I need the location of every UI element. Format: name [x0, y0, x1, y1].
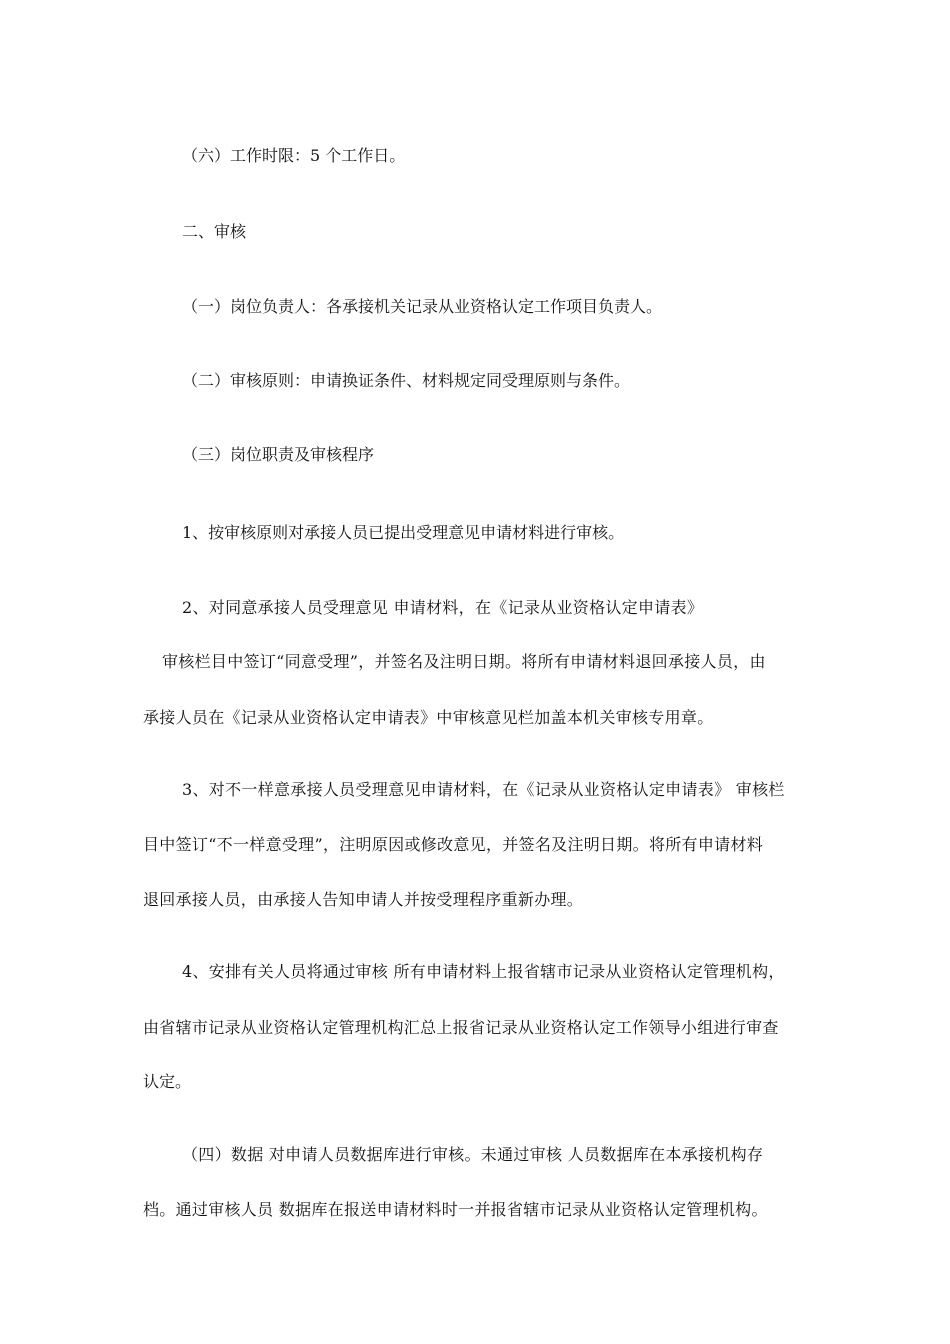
duties-procedure-heading: （三）岗位职责及审核程序 [182, 445, 375, 464]
item-3-line-2: 目中签订“不一样意受理”，注明原因或修改意见，并签名及注明日期。将所有申请材料 [143, 835, 764, 854]
item-3-line-3: 退回承接人员，由承接人告知申请人并按受理程序重新办理。 [143, 890, 584, 909]
section-data-line-1: （四）数据 对申请人员数据库进行审核。未通过审核 人员数据库在本承接机构存 [182, 1145, 764, 1164]
work-time-limit-line: （六）工作时限：5 个工作日。 [182, 146, 406, 165]
item-1-line: 1、按审核原则对承接人员已提出受理意见申请材料进行审核。 [182, 523, 625, 542]
item-2-line-3: 承接人员在《记录从业资格认定申请表》中审核意见栏加盖本机关审核专用章。 [143, 708, 714, 727]
item-2-line-1: 2、对同意承接人员受理意见 申请材料，在《记录从业资格认定申请表》 [182, 598, 704, 617]
item-4-line-1: 4、安排有关人员将通过审核 所有申请材料上报省辖市记录从业资格认定管理机构， [182, 962, 785, 981]
item-3-line-1: 3、对不一样意承接人员受理意见申请材料，在《记录从业资格认定申请表》 审核栏 [182, 780, 785, 799]
section-review-heading: 二、审核 [182, 222, 247, 241]
item-4-line-2: 由省辖市记录从业资格认定管理机构汇总上报省记录从业资格认定工作领导小组进行审查 [143, 1018, 779, 1037]
section-data-line-2: 档。通过审核人员 数据库在报送申请材料时一并报省辖市记录从业资格认定管理机构。 [143, 1200, 768, 1219]
item-4-line-3: 认定。 [143, 1072, 192, 1091]
item-2-line-2: 审核栏目中签订“同意受理”，并签名及注明日期。将所有申请材料退回承接人员，由 [162, 652, 766, 671]
post-responsible-line: （一）岗位负责人：各承接机关记录从业资格认定工作项目负责人。 [182, 297, 663, 316]
review-principle-line: （二）审核原则：申请换证条件、材料规定同受理原则与条件。 [182, 371, 631, 390]
